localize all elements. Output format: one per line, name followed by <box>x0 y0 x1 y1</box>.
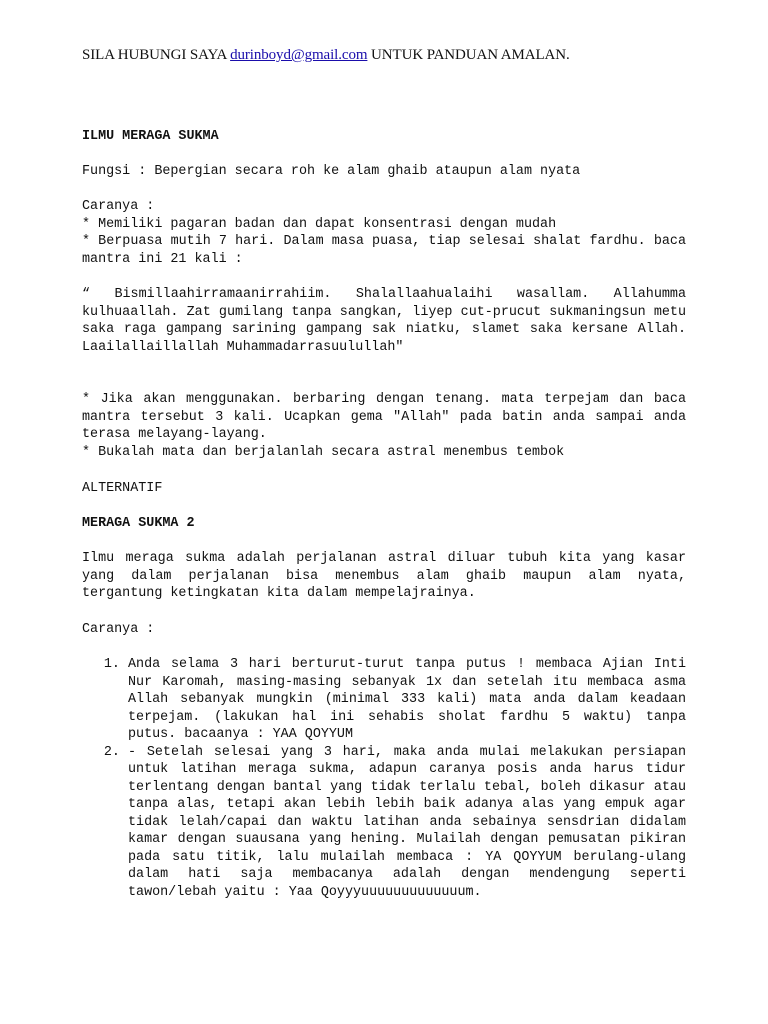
title-ilmu-meraga-sukma: ILMU MERAGA SUKMA <box>82 129 219 144</box>
mantra-paragraph: “ Bismillaahirramaanirrahiim. Shalallaahualaihi wasallam. Allahumma kulhuaallah. Zat gumilang tanpa sangkan, liyep cut-prucut sukmaningsun metu saka raga gampang sarining gampang sak niatku, slamet saka kersane Allah. Laailallaillallah Muhammadarrasuulullah" <box>82 287 686 355</box>
list-item: 2. - Setelah selesai yang 3 hari, maka anda mulai melakukan persiapan untuk latihan meraga sukma, adapun caranya posis anda harus tidur terlentang dengan bantal yang tidak terlalu tebal, boleh dikasur atau tanpa alas, tetapi akan lebih lebih baik adanya alas yang empuk agar tidak lelah/capai dan waktu latihan anda sebainya sensdrian didalam kamar dengan suausana yang hening. Mulailah dengan pemusatan pikiran pada satu titik, lalu mulailah membaca : YA QOYYUM berulang-ulang dalam hati saja membacanya adalah dengan mendengung seperti tawon/lebah yaitu : Yaa Qoyyyuuuuuuuuuuuuum. <box>128 744 686 902</box>
intro-paragraph: Ilmu meraga sukma adalah perjalanan astral diluar tubuh kita yang kasar yang dalam perjalanan bisa menembus alam ghaib maupun alam nyata, tergantung ketingkatan kita dalam mempelajrainya. <box>82 551 686 601</box>
email-link[interactable]: durinboyd@gmail.com <box>230 47 368 63</box>
caranya-label-2: Caranya : <box>82 622 155 637</box>
steps-list <box>82 656 686 901</box>
step-c: * Jika akan menggunakan. berbaring dengan tenang. mata terpejam dan baca mantra tersebut 3 kali. Ucapkan gema "Allah" pada batin anda sampai anda terasa melayang-layang. <box>82 392 686 442</box>
header-suffix: UNTUK PANDUAN AMALAN. <box>367 47 570 63</box>
step-d: * Bukalah mata dan berjalanlah secara astral menembus tembok <box>82 445 565 460</box>
step-b: * Berpuasa mutih 7 hari. Dalam masa puasa, tiap selesai shalat fardhu. baca mantra ini 21 kali : <box>82 234 686 267</box>
fungsi-line: Fungsi : Bepergian secara roh ke alam ghaib ataupun alam nyata <box>82 164 581 179</box>
header-prefix: SILA HUBUNGI SAYA <box>82 47 231 63</box>
list-item: 1. Anda selama 3 hari berturut-turut tanpa putus ! membaca Ajian Inti Nur Karomah, masing-masing sebanyak 1x dan setelah itu membaca asma Allah sebanyak mungkin (minimal 333 kali) mata anda dalam keadaan terpejam. (lakukan hal ini sehabis sholat fardhu 5 waktu) tanpa putus. bacaanya : YAA QOYYUM <box>128 656 686 744</box>
alternatif-heading: ALTERNATIF <box>82 481 163 496</box>
steps-list-container <box>82 656 686 901</box>
title-meraga-sukma-2: MERAGA SUKMA 2 <box>82 516 195 531</box>
step-a: * Memiliki pagaran badan dan dapat konsentrasi dengan mudah <box>82 216 557 232</box>
caranya-label-1: Caranya : <box>82 199 155 214</box>
contact-header <box>82 47 570 64</box>
